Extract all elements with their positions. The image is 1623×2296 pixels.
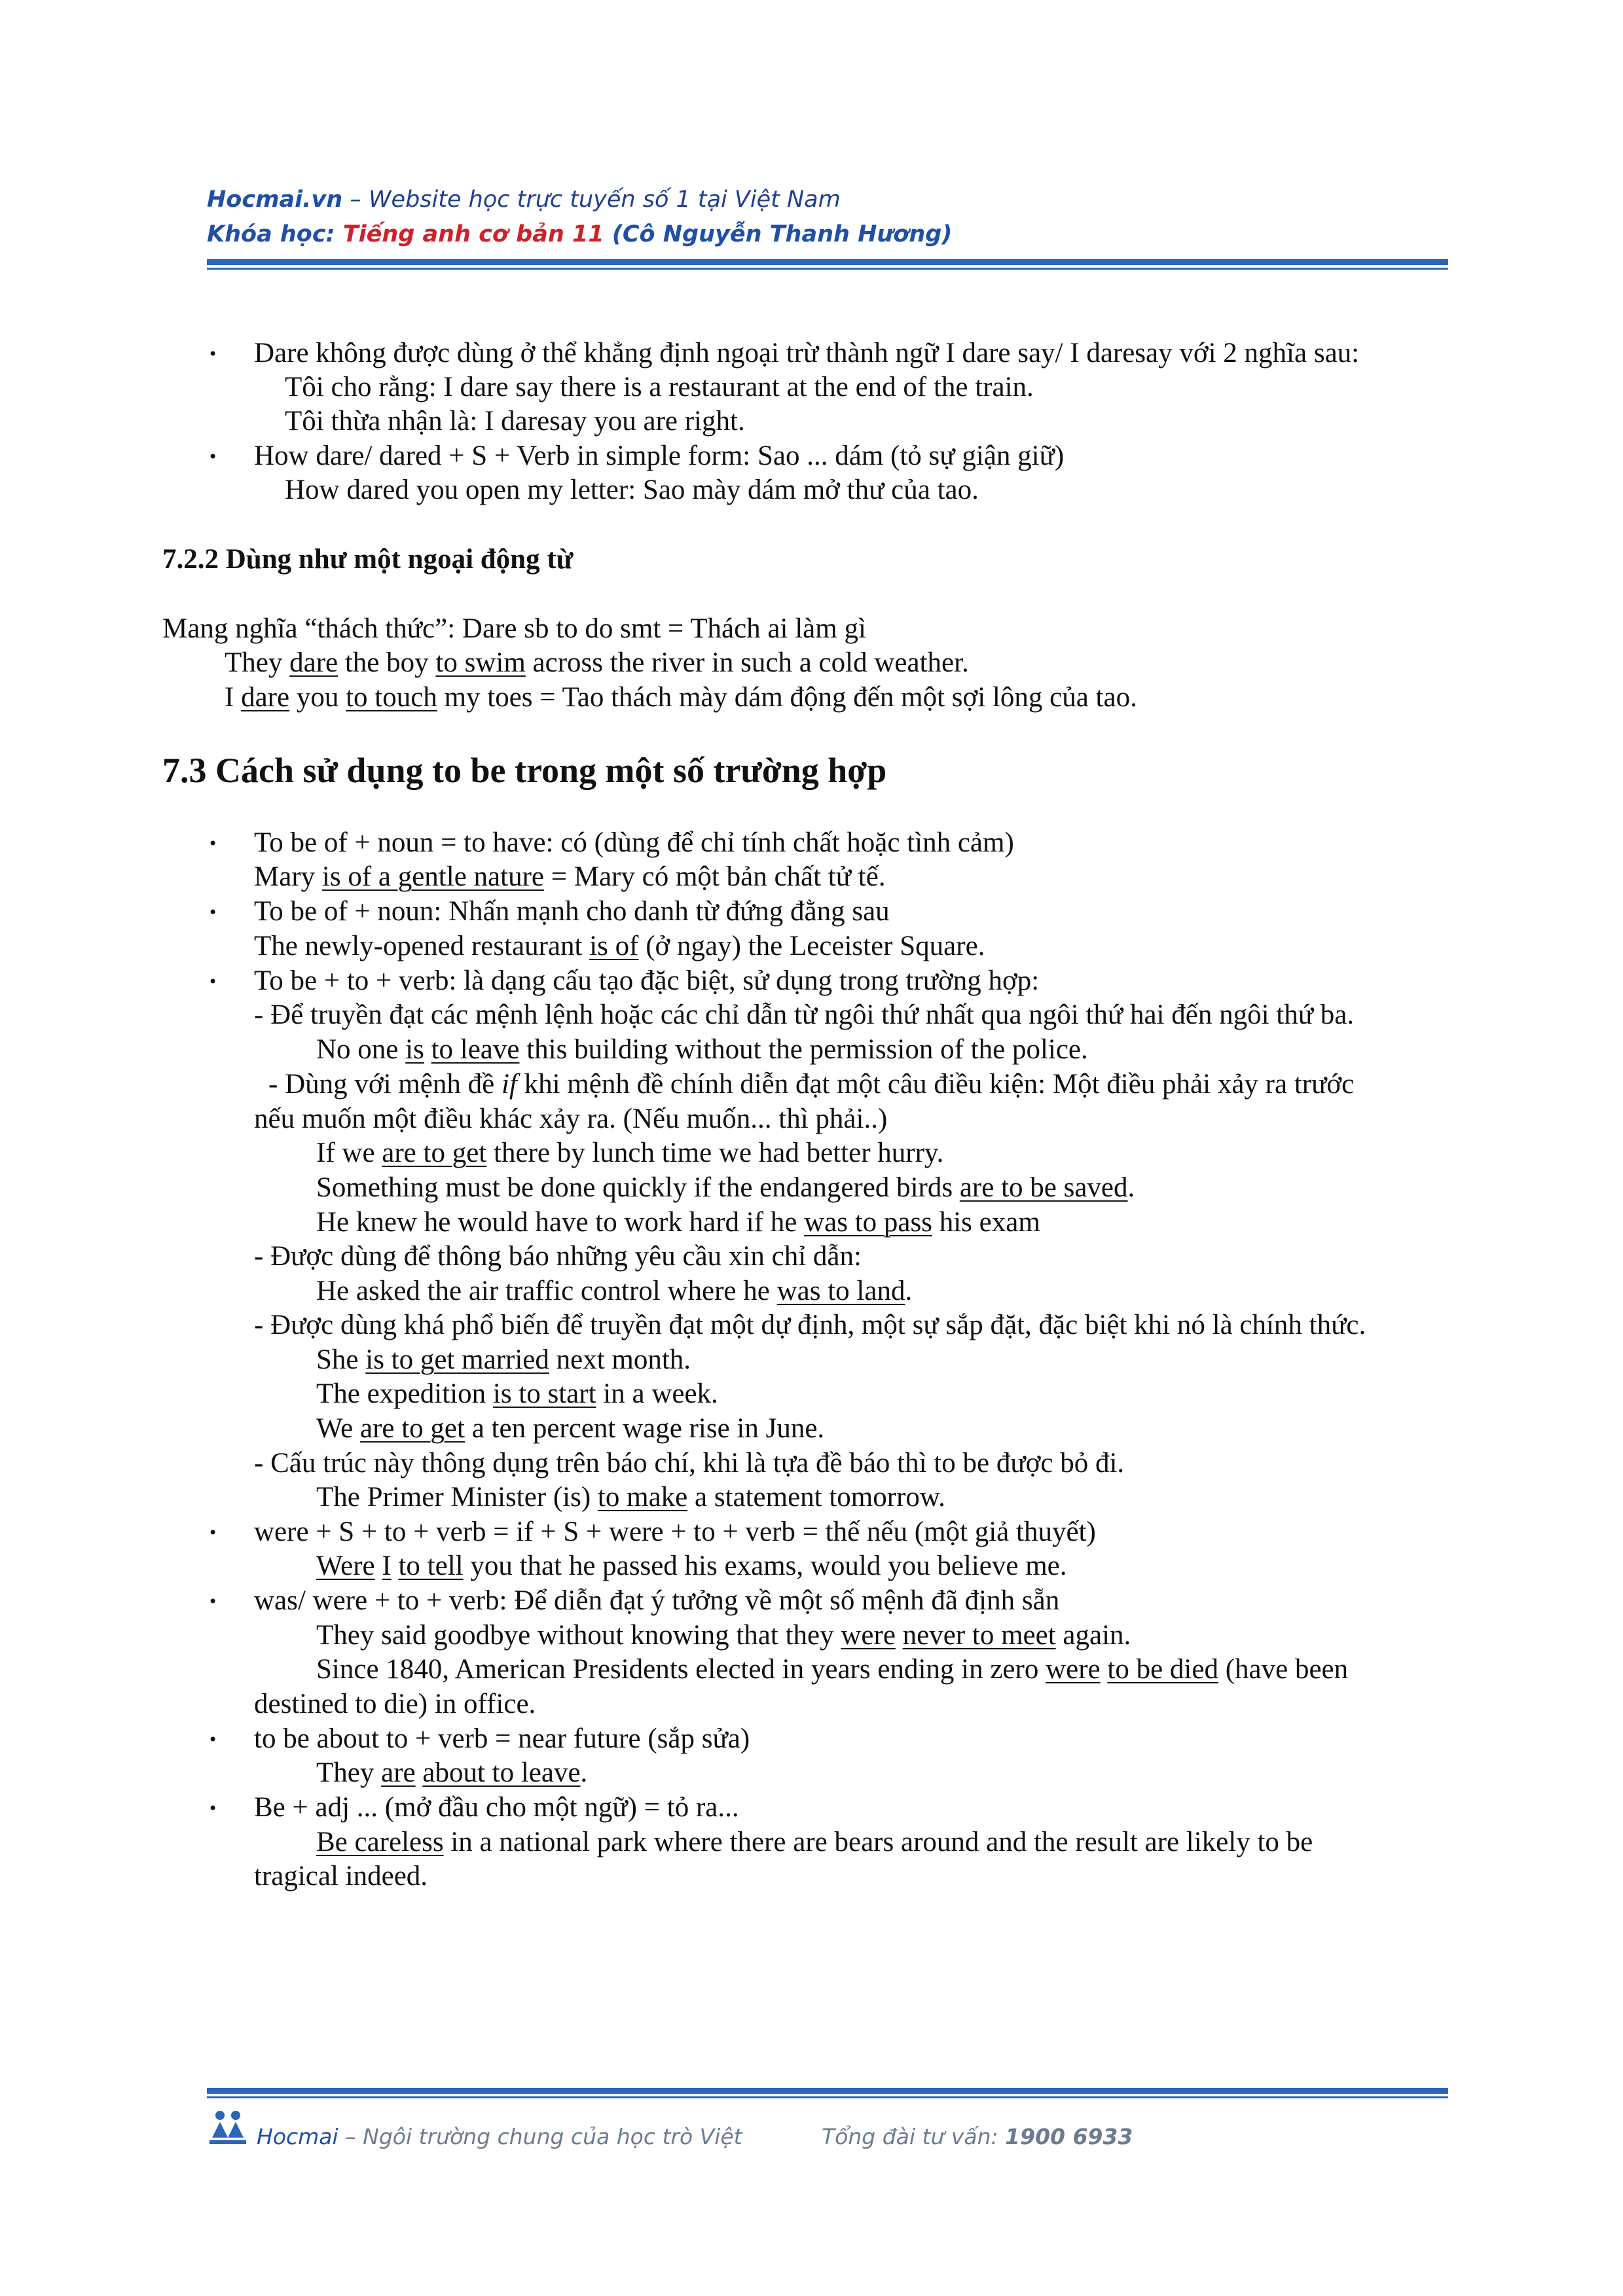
header-divider-thick xyxy=(207,259,1448,265)
footer-slogan: Hocmai – Ngôi trường chung của học trò Việt xyxy=(257,2124,742,2149)
header-course-name: Tiếng anh cơ bản 11 xyxy=(342,221,604,247)
dare-example-3: How dared you open my letter: Sao mày dám mở thư của tao. xyxy=(285,475,979,505)
bullet-icon: • xyxy=(208,1592,218,1611)
to-be-bullet-3-dash-1: - Để truyền đạt các mệnh lệnh hoặc các chỉ dẫn từ ngôi thứ nhất qua ngôi thứ hai đến ngôi thứ ba. xyxy=(254,999,1355,1030)
to-be-bullet-1-example: Mary is of a gentle nature = Mary có một bản chất tử tế. xyxy=(254,861,886,892)
footer-hotline: Tổng đài tư vấn: 1900 6933 xyxy=(822,2124,1133,2149)
to-be-bullet-7-example: Be careless in a national park where there are bears around and the result are likely to be xyxy=(316,1827,1313,1857)
footer-divider-thin xyxy=(207,2096,1448,2098)
section-722-example-2: I dare you to touch my toes = Tao thách mày dám động đến một sợi lông của tao. xyxy=(225,682,1137,713)
to-be-bullet-6-example: They are about to leave. xyxy=(316,1757,588,1788)
to-be-bullet-3-dash-3: - Được dùng để thông báo những yêu cầu xin chỉ dẫn: xyxy=(254,1241,862,1272)
to-be-bullet-3-dash-4: - Được dùng khá phổ biến để truyền đạt một dự định, một sự sắp đặt, đặc biệt khi nó là chính thức. xyxy=(254,1310,1366,1340)
bullet-icon: • xyxy=(208,973,218,991)
to-be-bullet-3: To be + to + verb: là dạng cấu tạo đặc biệt, sử dụng trong trường hợp: xyxy=(254,965,1040,996)
to-be-bullet-1: To be of + noun = to have: có (dùng để chỉ tính chất hoặc tình cảm) xyxy=(254,827,1014,858)
header-tagline: – Website học trực tuyến số 1 tại Việt Nam xyxy=(342,187,841,213)
bullet-icon: • xyxy=(208,834,218,853)
header-site[interactable]: Hocmai.vn xyxy=(207,187,343,213)
to-be-bullet-7: Be + adj ... (mở đầu cho một ngữ) = tỏ ra... xyxy=(254,1792,739,1823)
footer-brand[interactable]: Hocmai xyxy=(257,2124,338,2149)
dare-example-2: Tôi thừa nhận là: I daresay you are right. xyxy=(285,406,745,437)
section-722-example-1: They dare the boy to swim across the river in such a cold weather. xyxy=(225,647,969,678)
to-be-bullet-3-dash-5-example: The Primer Minister (is) to make a statement tomorrow. xyxy=(316,1482,945,1513)
to-be-bullet-3-dash-4-example-2: The expedition is to start in a week. xyxy=(316,1378,718,1409)
dare-bullet-2: How dare/ dared + S + Verb in simple form: Sao ... dám (tỏ sự giận giữ) xyxy=(254,440,1065,471)
to-be-bullet-3-dash-5: - Cấu trúc này thông dụng trên báo chí, khi là tựa đề báo thì to be được bỏ đi. xyxy=(254,1448,1125,1479)
bullet-icon: • xyxy=(208,903,218,922)
to-be-bullet-7-example-cont: tragical indeed. xyxy=(254,1861,428,1892)
header-line-1 xyxy=(207,187,841,213)
to-be-bullet-2: To be of + noun: Nhấn mạnh cho danh từ đứng đằng sau xyxy=(254,896,890,927)
to-be-bullet-5: was/ were + to + verb: Để diễn đạt ý tưởng về một số mệnh đã định sẵn xyxy=(254,1585,1060,1616)
to-be-bullet-3-dash-2-cont: nếu muốn một điều khác xảy ra. (Nếu muốn... thì phải..) xyxy=(254,1103,888,1134)
to-be-bullet-5-example-2: Since 1840, American Presidents elected in years ending in zero were to be died (have been xyxy=(316,1654,1349,1685)
bullet-icon: • xyxy=(208,1731,218,1749)
to-be-bullet-2-example: The newly-opened restaurant is of (ở ngay) the Leceister Square. xyxy=(254,931,985,961)
to-be-bullet-3-dash-1-example: No one is to leave this building without the permission of the police. xyxy=(316,1034,1088,1065)
header-course-prefix: Khóa học: xyxy=(207,221,343,247)
to-be-bullet-4-example: Were I to tell you that he passed his exams, would you believe me. xyxy=(316,1551,1067,1581)
to-be-bullet-3-dash-4-example-3: We are to get a ten percent wage rise in June. xyxy=(316,1413,825,1444)
to-be-bullet-3-dash-4-example-1: She is to get married next month. xyxy=(316,1344,691,1375)
to-be-bullet-5-example-1: They said goodbye without knowing that they were never to meet again. xyxy=(316,1620,1131,1651)
to-be-bullet-3-dash-2-example-1: If we are to get there by lunch time we had better hurry. xyxy=(316,1138,944,1168)
section-722-heading: 7.2.2 Dùng như một ngoại động từ xyxy=(162,544,574,575)
to-be-bullet-3-dash-3-example: He asked the air traffic control where he was to land. xyxy=(316,1276,913,1306)
section-722-meaning: Mang nghĩa “thách thức”: Dare sb to do smt = Thách ai làm gì xyxy=(162,613,866,644)
to-be-bullet-3-dash-2-example-3: He knew he would have to work hard if he was to pass his exam xyxy=(316,1207,1040,1238)
to-be-bullet-3-dash-2: - Dùng với mệnh đề if khi mệnh đề chính diễn đạt một câu điều kiện: Một điều phải xảy ra trước xyxy=(268,1069,1355,1100)
footer-divider-thick xyxy=(207,2088,1448,2094)
header-course-teacher: (Cô Nguyễn Thanh Hương) xyxy=(604,221,953,247)
to-be-bullet-3-dash-2-example-2: Something must be done quickly if the endangered birds are to be saved. xyxy=(316,1172,1135,1203)
hocmai-logo-icon xyxy=(207,2109,249,2148)
bullet-icon: • xyxy=(208,1799,218,1818)
dare-bullet-1: Dare không được dùng ở thể khẳng định ngoại trừ thành ngữ I dare say/ I daresay với 2 nghĩa sau: xyxy=(254,338,1360,368)
to-be-bullet-4: were + S + to + verb = if + S + were + to + verb = thế nếu (một giả thuyết) xyxy=(254,1516,1096,1547)
bullet-icon: • xyxy=(208,345,218,363)
header-divider-thin xyxy=(207,268,1448,270)
to-be-bullet-5-example-2-cont: destined to die) in office. xyxy=(254,1689,536,1719)
to-be-bullet-6: to be about to + verb = near future (sắp sửa) xyxy=(254,1723,750,1754)
bullet-icon: • xyxy=(208,448,218,466)
bullet-icon: • xyxy=(208,1524,218,1542)
footer-hotline-number[interactable]: 1900 6933 xyxy=(1005,2124,1133,2149)
dare-example-1: Tôi cho rằng: I dare say there is a restaurant at the end of the train. xyxy=(285,372,1034,403)
header-line-2 xyxy=(207,221,952,247)
section-73-heading: 7.3 Cách sử dụng to be trong một số trường hợp xyxy=(162,751,887,790)
